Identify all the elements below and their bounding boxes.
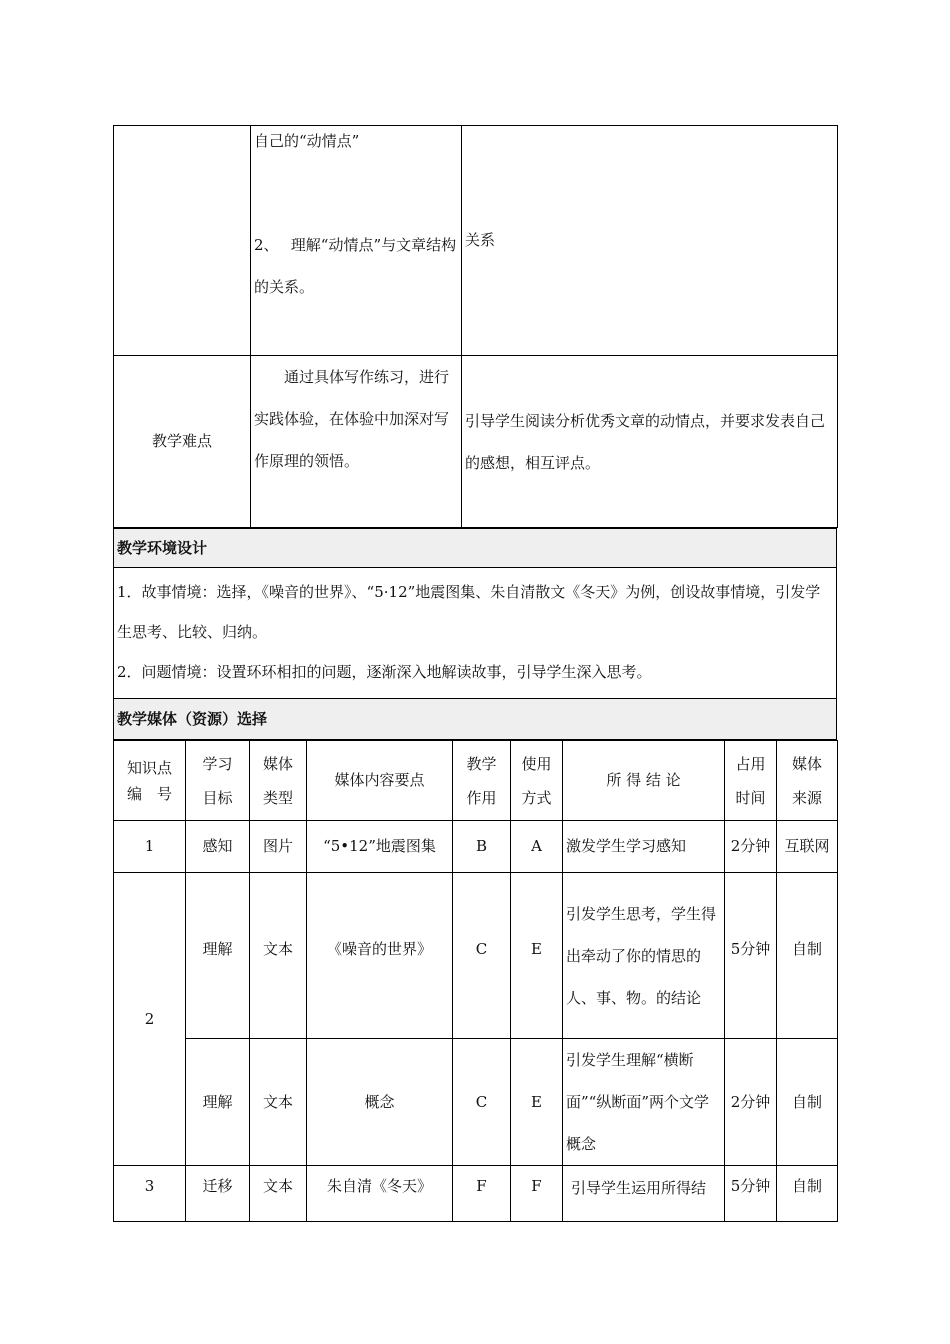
row3-time: 2分钟 [725, 1039, 777, 1166]
difficulty-content: 通过具体写作练习，进行实践体验，在体验中加深对写作原理的领悟。 [251, 356, 462, 528]
objectives-table [113, 125, 838, 528]
environment-content [114, 568, 837, 699]
row1-usage: A [511, 821, 563, 873]
objective-label-cell [114, 126, 251, 356]
header-time: 占用时间 [725, 741, 777, 821]
row2-conclusion: 引发学生思考，学生得出牵动了你的情思的人、事、物。的结论 [563, 873, 725, 1039]
objective-row [114, 126, 838, 356]
row1-goal: 感知 [186, 821, 250, 873]
row1-kp: 1 [114, 821, 186, 873]
header-source: 媒体来源 [777, 741, 838, 821]
row2-kp: 2 [114, 873, 186, 1166]
row4-content: 朱自清《冬天》 [307, 1166, 453, 1222]
row1-type: 图片 [250, 821, 307, 873]
row2-time: 5分钟 [725, 873, 777, 1039]
row3-source: 自制 [777, 1039, 838, 1166]
row1-conclusion: 激发学生学习感知 [563, 821, 725, 873]
row4-time: 5分钟 [725, 1166, 777, 1222]
header-usage: 使用方式 [511, 741, 563, 821]
row4-goal: 迁移 [186, 1166, 250, 1222]
header-kp: 知识点编 号 [114, 741, 186, 821]
row4-type: 文本 [250, 1166, 307, 1222]
row3-goal: 理解 [186, 1039, 250, 1166]
table-row [114, 1166, 838, 1222]
header-role: 教学作用 [453, 741, 511, 821]
row2-role: C [453, 873, 511, 1039]
table-row [114, 821, 838, 873]
environment-item-1: 1．故事情境：选择，《噪音的世界》、“5·12”地震图集、朱自清散文《冬天》为例，创设故事情境，引发学生思考、比较、归纳。 [117, 583, 821, 641]
row4-conclusion: 引导学生运用所得结 [563, 1166, 725, 1222]
row2-goal: 理解 [186, 873, 250, 1039]
row4-kp: 3 [114, 1166, 186, 1222]
media-header-row [114, 741, 838, 821]
difficulty-method: 引导学生阅读分析优秀文章的动情点，并要求发表自己的感想，相互评点。 [462, 356, 838, 528]
media-heading: 教学媒体（资源）选择 [114, 699, 837, 740]
row2-type: 文本 [250, 873, 307, 1039]
objective-goal-cell [251, 126, 462, 356]
objective-method-cell [462, 126, 838, 356]
row2-usage: E [511, 873, 563, 1039]
row1-time: 2分钟 [725, 821, 777, 873]
objective-method-text: 关系 [465, 231, 496, 249]
row3-role: C [453, 1039, 511, 1166]
difficulty-row [114, 356, 838, 528]
row1-source: 互联网 [777, 821, 838, 873]
environment-item-2: 2．问题情境：设置环环相扣的问题，逐渐深入地解读故事，引导学生深入思考。 [117, 663, 652, 681]
goal-line-2: 2、 理解“动情点”与文章结构的关系。 [254, 236, 457, 296]
environment-heading: 教学环境设计 [114, 529, 837, 568]
row3-content: 概念 [307, 1039, 453, 1166]
goal-line-1: 自己的“动情点” [254, 132, 360, 150]
header-goal: 学习目标 [186, 741, 250, 821]
row3-conclusion: 引发学生理解“横断面”“纵断面”两个文学概念 [563, 1039, 725, 1166]
table-row [114, 1039, 838, 1166]
table-row [114, 873, 838, 1039]
row4-role: F [453, 1166, 511, 1222]
row2-source: 自制 [777, 873, 838, 1039]
header-type: 媒体类型 [250, 741, 307, 821]
row3-usage: E [511, 1039, 563, 1166]
difficulty-label: 教学难点 [151, 432, 212, 450]
row1-content: “5•12”地震图集 [307, 821, 453, 873]
header-content: 媒体内容要点 [307, 741, 453, 821]
row1-role: B [453, 821, 511, 873]
row2-content: 《噪音的世界》 [307, 873, 453, 1039]
row4-usage: F [511, 1166, 563, 1222]
difficulty-label-cell [114, 356, 251, 528]
row3-type: 文本 [250, 1039, 307, 1166]
header-conclusion: 所 得 结 论 [563, 741, 725, 821]
lesson-plan-table [113, 125, 837, 1222]
environment-table [113, 528, 837, 740]
media-table [113, 740, 838, 1222]
row4-source: 自制 [777, 1166, 838, 1222]
